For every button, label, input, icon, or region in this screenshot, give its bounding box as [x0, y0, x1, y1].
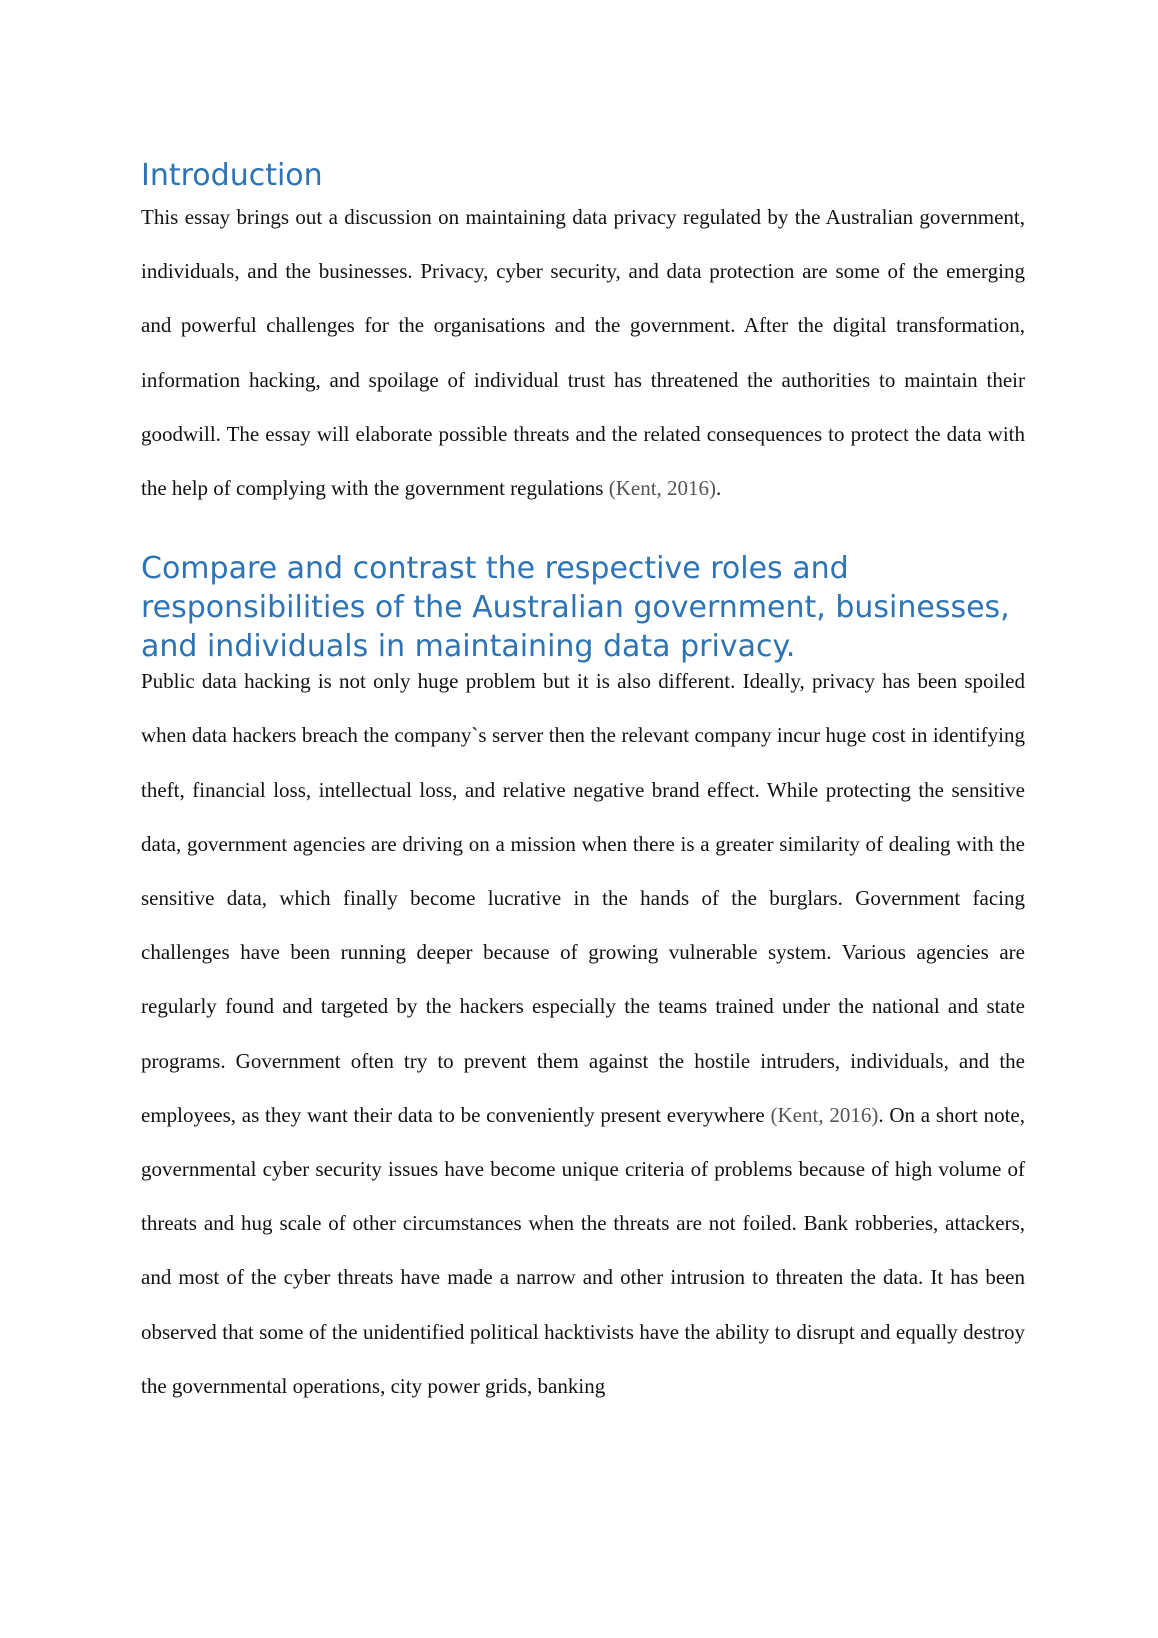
compare-contrast-paragraph: [141, 654, 1025, 1413]
compare-contrast-heading: Compare and contrast the respective roles and responsibilities of the Australian government, businesses, and individuals in maintaining data privacy.: [141, 551, 1010, 665]
compare-text: Public data hacking is not only huge problem but it is also different. Ideally, privacy has been spoiled when data hackers breach the company`s server then the relevant company incur huge cost in identifying theft, financial loss, intellectual loss, and relative negative brand effect. While protecting the sensitive data, government agencies are driving on a mission when there is a greater similarity of dealing with the sensitive data, which finally become lucrative in the hands of the burglars. Government facing challenges have been running deeper because of growing vulnerable system. Various agencies are regularly found and targeted by the hackers especially the teams trained under the national and state programs. Government often try to prevent them against the hostile intruders, individuals, and the employees, as they want their data to be conveniently present everywhere: [141, 669, 1025, 1127]
introduction-heading: Introduction: [141, 158, 323, 193]
introduction-citation: (Kent, 2016): [608, 476, 717, 501]
introduction-text-end: .: [716, 476, 722, 501]
introduction-paragraph: [141, 190, 1025, 515]
document-page: [141, 156, 1025, 1413]
compare-citation: (Kent, 2016): [770, 1102, 879, 1127]
compare-text-continued: . On a short note, governmental cyber security issues have become unique criteria of problems because of high volume of threats and hug scale of other circumstances when the threats are not foiled. Bank robberies, attackers, and most of the cyber threats have made a narrow and other intrusion to threaten the data. It has been observed that some of the unidentified political hacktivists have the ability to disrupt and equally destroy the governmental operations, city power grids, banking: [141, 1102, 1025, 1398]
introduction-text: This essay brings out a discussion on maintaining data privacy regulated by the Australian government, individuals, and the businesses. Privacy, cyber security, and data protection are some of the emerging and powerful challenges for the organisations and the government. After the digital transformation, information hacking, and spoilage of individual trust has threatened the authorities to maintain their goodwill. The essay will elaborate possible threats and the related consequences to protect the data with the help of complying with the government regulations: [141, 205, 1025, 501]
